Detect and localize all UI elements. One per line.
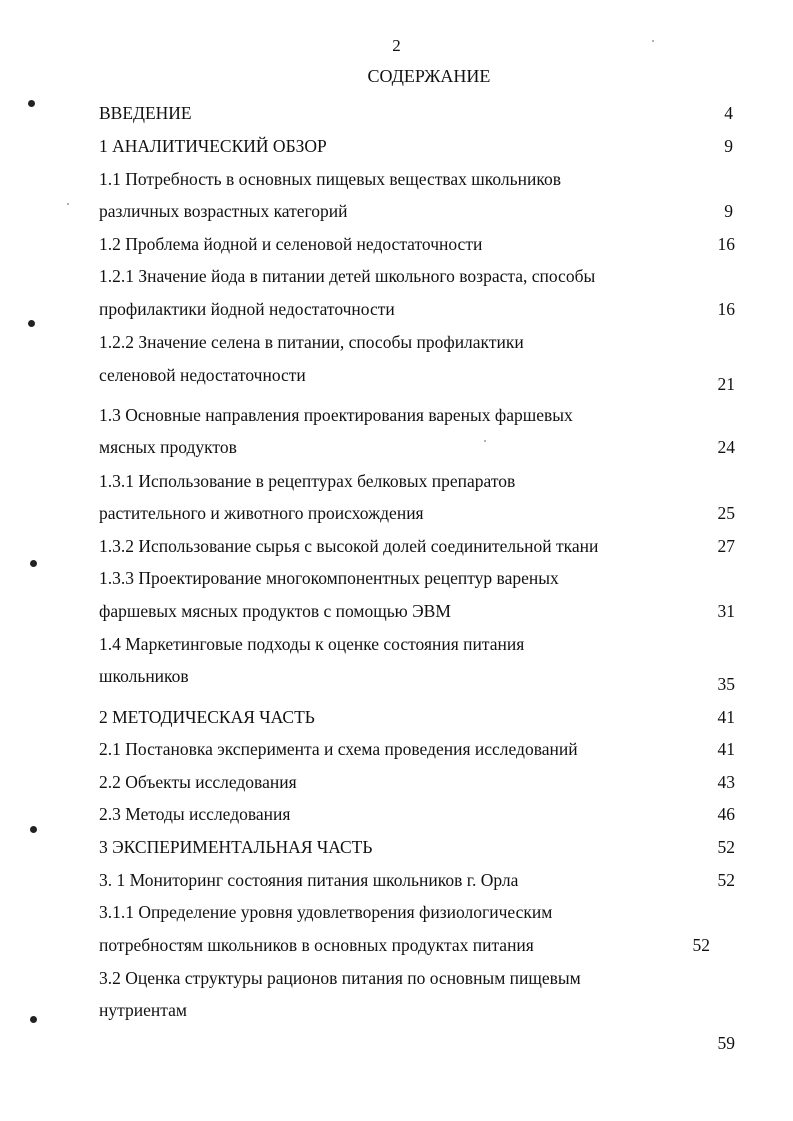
toc-entry-page: 59 [717, 1033, 735, 1053]
toc-entry-page: 43 [717, 772, 735, 792]
toc-entry-page: 41 [717, 707, 735, 727]
toc-entry-page: 35 [717, 674, 735, 694]
toc-entry-text: 3. 1 Мониторинг состояния питания школьников г. Орла [99, 870, 519, 890]
toc-entry-page: 4 [724, 103, 733, 123]
toc-entry-text: 1.3.3 Проектирование многокомпонентных рецептур вареных [99, 568, 559, 588]
toc-entry-text-continued: школьников [99, 666, 189, 686]
toc-entry-text-continued: растительного и животного происхождения [99, 503, 424, 523]
binding-hole-mark [30, 826, 37, 833]
binding-hole-mark [28, 320, 35, 327]
toc-entry-page: 52 [692, 935, 710, 955]
toc-entry-text: 1.2.1 Значение йода в питании детей школьного возраста, способы [99, 266, 596, 286]
toc-entry-text: 1.1 Потребность в основных пищевых веществах школьников [99, 169, 561, 189]
toc-entry-text: 1.3.1 Использование в рецептурах белковых препаратов [99, 471, 516, 491]
toc-entry-text-continued: различных возрастных категорий [99, 201, 348, 221]
toc-entry-text: 2.1 Постановка эксперимента и схема проведения исследований [99, 739, 578, 759]
toc-entry-text-continued: фаршевых мясных продуктов с помощью ЭВМ [99, 601, 451, 621]
toc-entry-page: 21 [717, 374, 735, 394]
toc-entry-page: 52 [717, 837, 735, 857]
toc-entry-text: 1.2.2 Значение селена в питании, способы профилактики [99, 332, 524, 352]
page-title: СОДЕРЖАНИЕ [367, 66, 491, 86]
toc-entry-text: 1.2 Проблема йодной и селеновой недостаточности [99, 234, 483, 254]
toc-entry-text: 2.2 Объекты исследования [99, 772, 297, 792]
scan-speck [652, 40, 654, 42]
toc-entry-text-continued: потребностям школьников в основных продуктах питания [99, 935, 534, 955]
toc-entry-text-continued: мясных продуктов [99, 437, 237, 457]
toc-entry-page: 27 [717, 536, 735, 556]
toc-entry-page: 9 [724, 136, 733, 156]
toc-entry-page: 31 [717, 601, 735, 621]
toc-entry-page: 25 [717, 503, 735, 523]
toc-entry-text: 1.4 Маркетинговые подходы к оценке состояния питания [99, 634, 525, 654]
toc-entry-page: 24 [717, 437, 735, 457]
toc-entry-text-continued: нутриентам [99, 1000, 187, 1020]
toc-entry-text: 1.3.2 Использование сырья с высокой долей соединительной ткани [99, 536, 599, 556]
toc-entry-page: 16 [717, 299, 735, 319]
scan-speck [484, 440, 486, 442]
toc-entry-text: 2.3 Методы исследования [99, 804, 291, 824]
toc-entry-page: 16 [717, 234, 735, 254]
binding-hole-mark [30, 560, 37, 567]
toc-entry-text: 1 АНАЛИТИЧЕСКИЙ ОБЗОР [99, 136, 327, 156]
scan-speck [67, 203, 69, 205]
toc-entry-page: 52 [717, 870, 735, 890]
binding-hole-mark [28, 100, 35, 107]
toc-entry-page: 9 [724, 201, 733, 221]
toc-entry-page: 41 [717, 739, 735, 759]
toc-entry-text: 1.3 Основные направления проектирования вареных фаршевых [99, 405, 573, 425]
toc-entry-text-continued: селеновой недостаточности [99, 365, 306, 385]
toc-entry-page: 46 [717, 804, 735, 824]
binding-hole-mark [30, 1016, 37, 1023]
toc-entry-text: 3.2 Оценка структуры рационов питания по основным пищевым [99, 968, 581, 988]
toc-entry-text: 2 МЕТОДИЧЕСКАЯ ЧАСТЬ [99, 707, 315, 727]
toc-entry-text: ВВЕДЕНИЕ [99, 103, 192, 123]
toc-entry-text-continued: профилактики йодной недостаточности [99, 299, 395, 319]
page-number: 2 [392, 36, 401, 55]
toc-entry-text: 3.1.1 Определение уровня удовлетворения физиологическим [99, 902, 553, 922]
toc-entry-text: 3 ЭКСПЕРИМЕНТАЛЬНАЯ ЧАСТЬ [99, 837, 373, 857]
